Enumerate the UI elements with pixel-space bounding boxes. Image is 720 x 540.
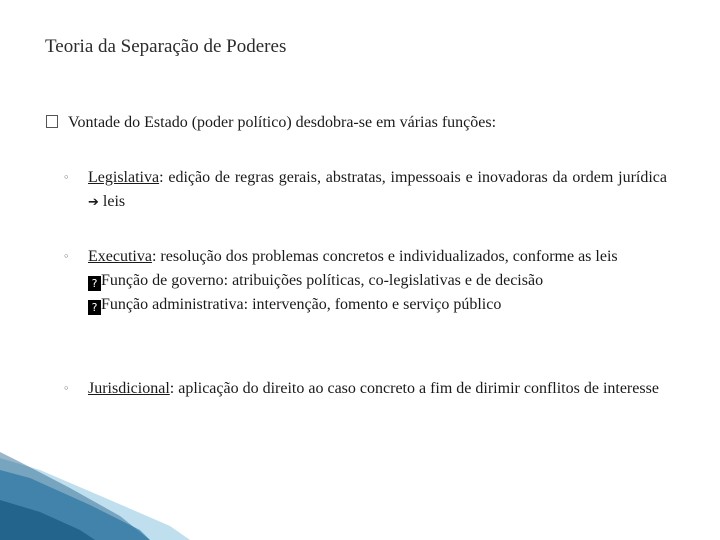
sub-item-text: Função de governo: atribuições políticas, co-legislativas e de decisão <box>101 272 544 289</box>
circle-bullet-icon: ◦ <box>63 382 70 395</box>
main-bullet-text: Vontade do Estado (poder político) desdobra-se em várias funções: <box>68 114 497 131</box>
circle-bullet-icon: ◦ <box>63 250 70 263</box>
arrow-right-icon: ➔ <box>88 195 99 210</box>
term-jurisdicional: Jurisdicional <box>88 380 170 397</box>
sub-item-text: Função administrativa: intervenção, fomento e serviço público <box>101 296 502 313</box>
unknown-glyph-icon: ? <box>88 300 101 315</box>
item-tail: leis <box>98 193 126 210</box>
slide-title: Teoria da Separação de Poderes <box>45 36 287 57</box>
item-text: : edição de regras gerais, abstratas, impessoais e inovadoras da ordem jurídica <box>159 169 667 186</box>
term-executiva: Executiva <box>88 248 152 265</box>
item-text: : aplicação do direito ao caso concreto a fim de dirimir conflitos de interesse <box>169 380 659 397</box>
term-legislativa: Legislativa <box>88 169 160 186</box>
circle-bullet-icon: ◦ <box>63 171 70 184</box>
item-text: : resolução dos problemas concretos e individualizados, conforme as leis <box>151 248 618 265</box>
unknown-glyph-icon: ? <box>88 276 101 291</box>
